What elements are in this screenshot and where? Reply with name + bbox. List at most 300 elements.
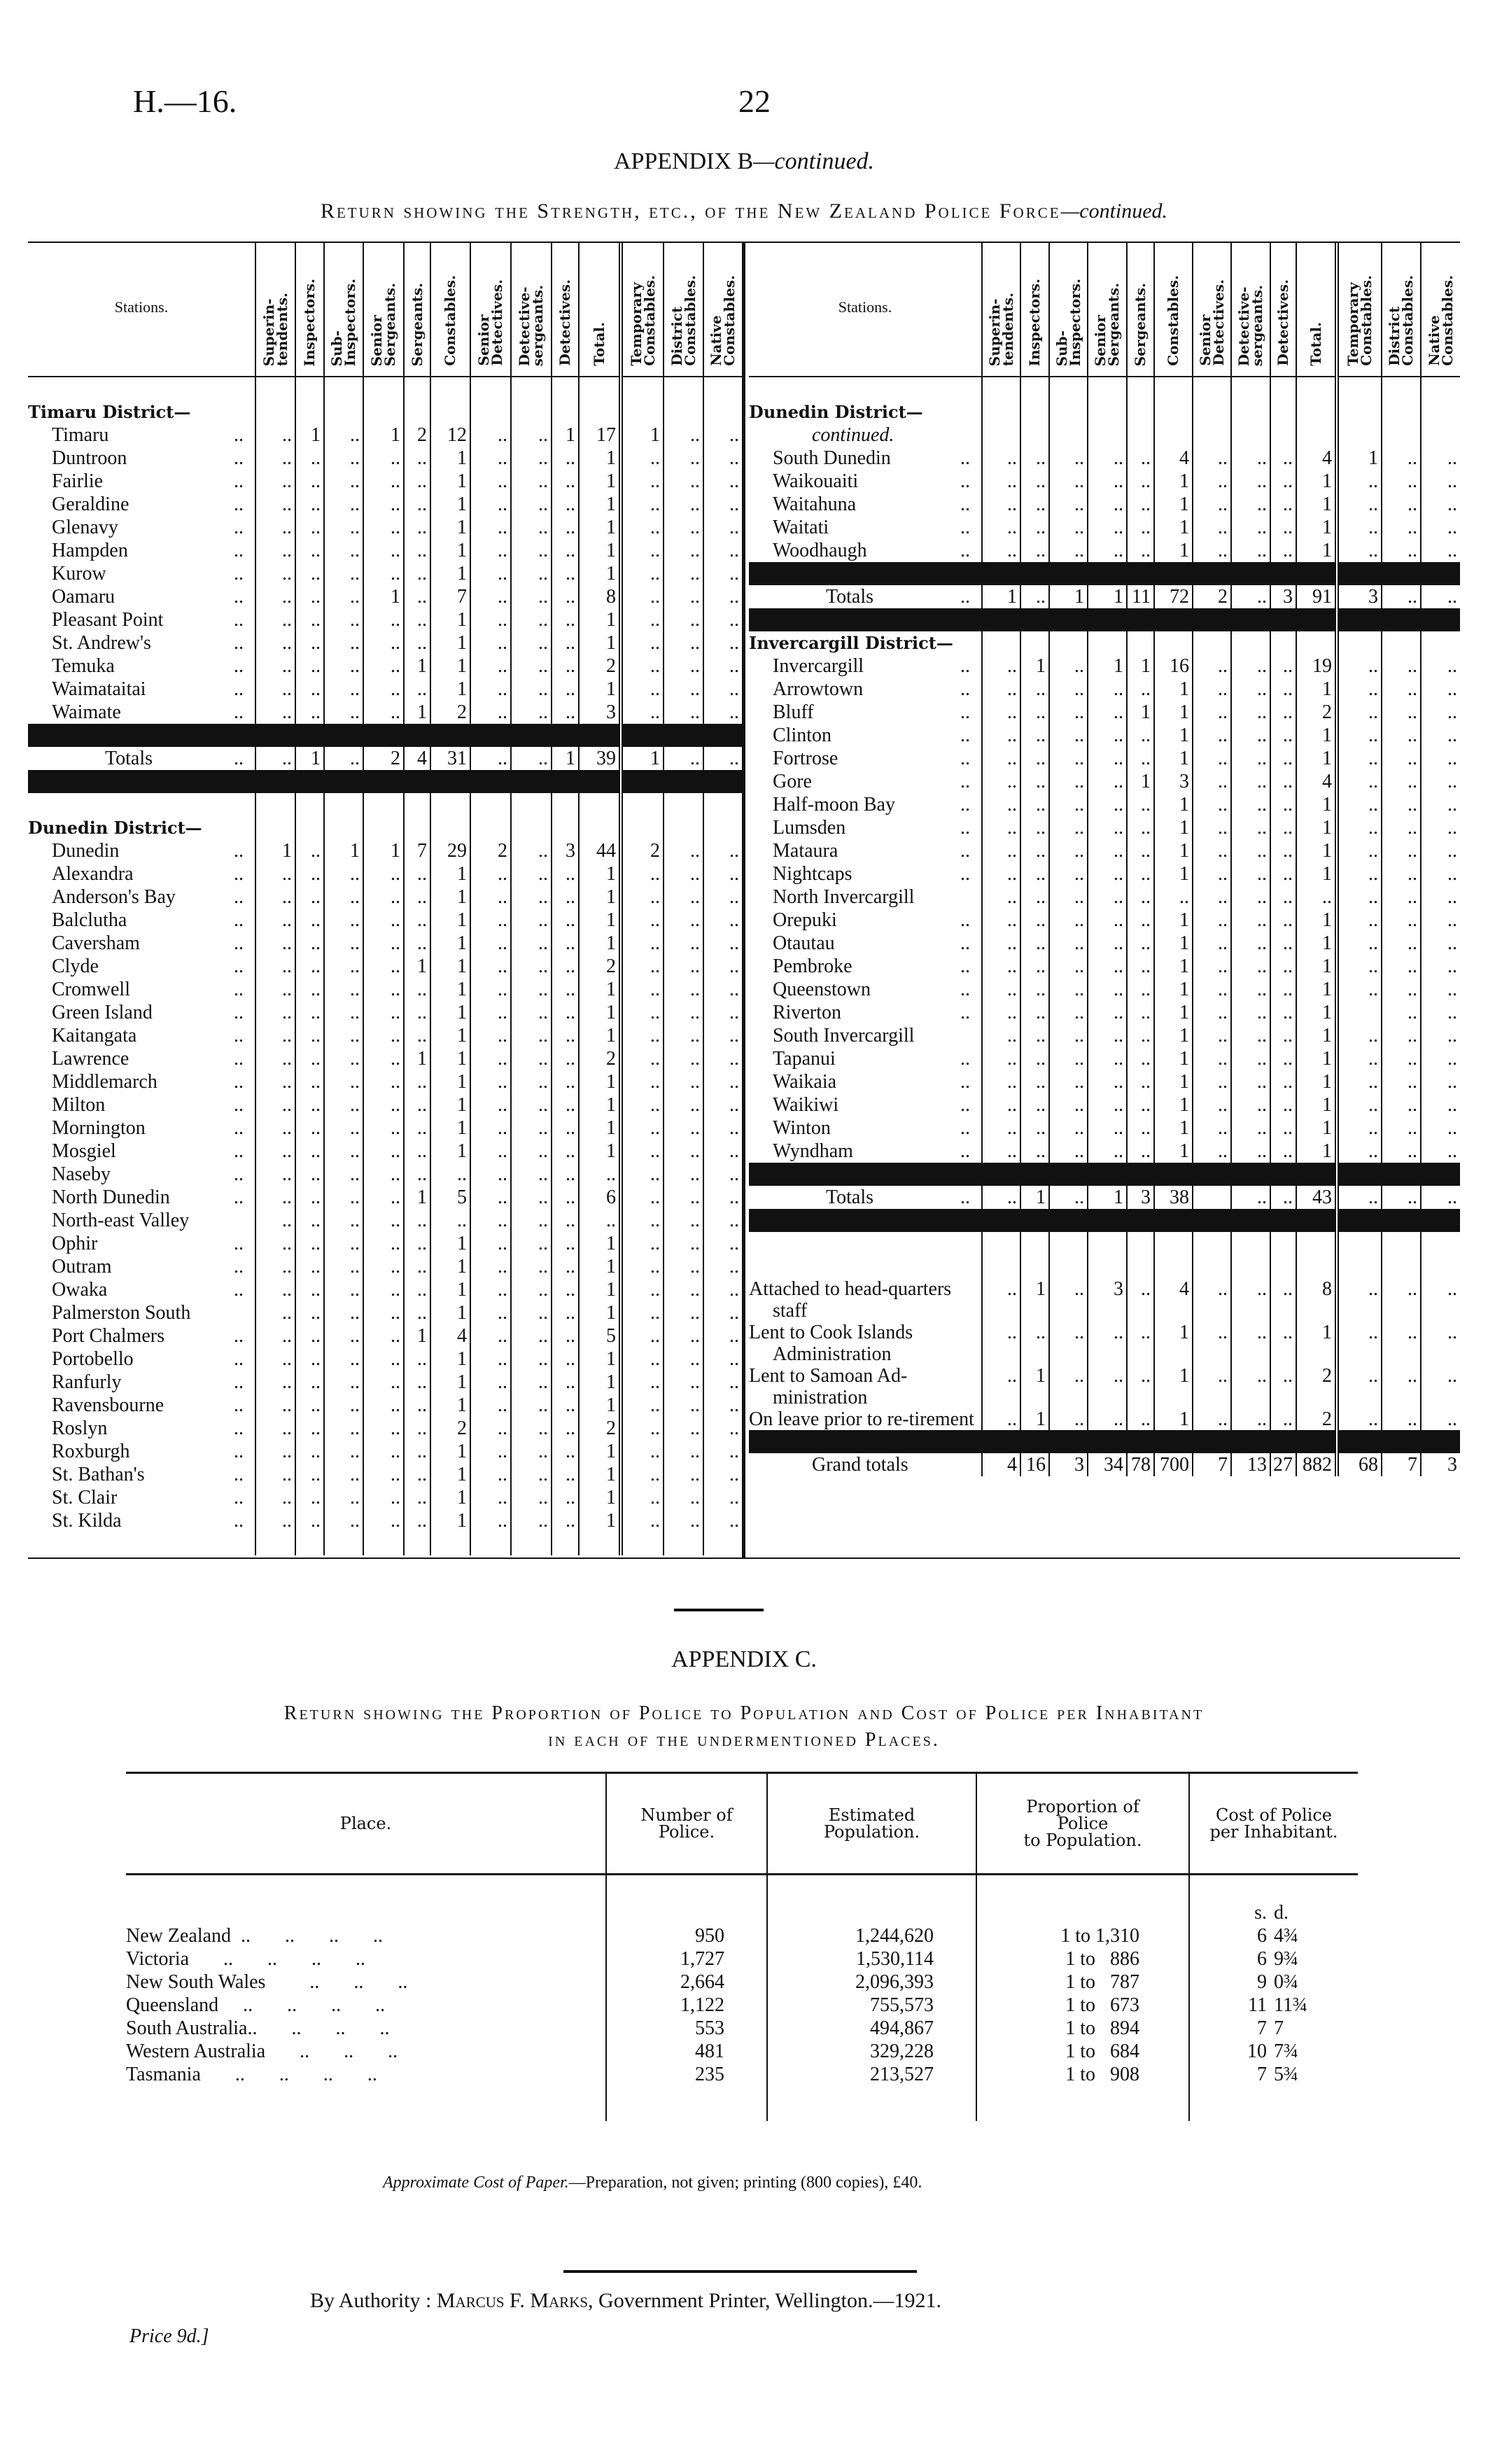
cell-detectives: ..: [552, 886, 579, 909]
station-row: [28, 1047, 742, 1070]
cell-senior-detectives: ..: [470, 1278, 511, 1301]
cell-senior-detectives: ..: [470, 516, 511, 539]
cell-constables: 1: [1154, 1047, 1193, 1070]
cell-detectives: ..: [1270, 886, 1296, 909]
imprint-suffix: , Government Printer, Wellington.—1921.: [588, 2289, 941, 2312]
station-cell: [28, 1417, 255, 1440]
cell-senior-detectives: ..: [1193, 447, 1231, 470]
appendix-c-title-line1: Return showing the Proportion of Police to Population and Cost of Police per Inhabitant: [283, 1702, 1205, 1724]
cell-native-constables: ..: [703, 1186, 742, 1209]
cell-native-constables: ..: [703, 1070, 742, 1093]
cell-detectives: ..: [552, 470, 579, 493]
cell-sub-inspectors: ..: [1049, 1140, 1088, 1163]
cell-inspectors: ..: [295, 1186, 324, 1209]
cell-sergeants: ..: [1127, 978, 1154, 1001]
cell-superintendents: ..: [255, 447, 295, 470]
cell-district-constables: ..: [1382, 678, 1421, 701]
cell-senior-sergeants: ..: [363, 1140, 404, 1163]
cell-sergeants: ..: [404, 932, 430, 955]
cell-senior-detectives: ..: [1193, 516, 1231, 539]
station-cell: [28, 1163, 255, 1186]
cell-constables: 1: [430, 1278, 470, 1301]
cell-native-constables: ..: [703, 1140, 742, 1163]
cell-total: 1: [579, 1140, 621, 1163]
empty-cell: [1088, 400, 1127, 424]
cell-constables: 4: [430, 1324, 470, 1348]
empty-cell: [511, 770, 552, 793]
empty-cell: [1049, 631, 1088, 654]
cell-native-constables: ..: [1421, 770, 1460, 793]
empty-cell: [1193, 608, 1231, 631]
cell-detective-sergeants: ..: [1231, 839, 1270, 862]
cell-total: 1: [579, 1486, 621, 1509]
cell-native-constables: ..: [1421, 1140, 1460, 1163]
cell-sub-inspectors: ..: [324, 562, 363, 585]
cell-total: 1: [579, 1440, 621, 1463]
cell-sergeants: ..: [1127, 793, 1154, 816]
cell-detectives: ..: [552, 1001, 579, 1024]
station-name: Roxburgh: [52, 1441, 130, 1462]
empty-cell: [511, 724, 552, 747]
station-cell: [749, 724, 982, 747]
station-cell: [28, 400, 255, 424]
cell-detectives: ..: [552, 862, 579, 886]
cell-district-constables: ..: [1382, 447, 1421, 470]
empty-cell: [295, 724, 324, 747]
col-inspectors: [1020, 243, 1049, 377]
cell-detectives: ..: [552, 1301, 579, 1324]
cell-detectives: ..: [552, 1070, 579, 1093]
cell-senior-sergeants: ..: [363, 654, 404, 678]
empty-cell: [1088, 424, 1127, 447]
cell-native-constables: ..: [703, 955, 742, 978]
cell-detectives: ..: [1270, 516, 1296, 539]
empty-cell: [1193, 377, 1231, 400]
col-senior-detectives: [470, 243, 511, 377]
cell-total: 2: [579, 1047, 621, 1070]
station-cell: [749, 793, 982, 816]
cell-superintendents: ..: [255, 978, 295, 1001]
station-name: Lawrence: [52, 1048, 129, 1070]
empty-cell: [1088, 1163, 1127, 1186]
station-cell: [28, 1371, 255, 1394]
cost-pence: 11¾: [1274, 1994, 1307, 2016]
cell-senior-sergeants: ..: [1088, 770, 1127, 793]
cell-total: ..: [579, 1163, 621, 1186]
cell-native-constables: ..: [703, 1301, 742, 1324]
cell-constables: 12: [430, 424, 470, 447]
cell-sub-inspectors: ..: [1049, 470, 1088, 493]
col-district-constables: [664, 243, 703, 377]
cell-detective-sergeants: ..: [1231, 770, 1270, 793]
number-of-police: 1,727: [606, 1947, 767, 1970]
cell-inspectors: ..: [1020, 886, 1049, 909]
cell-constables: 1: [1154, 862, 1193, 886]
station-name: Temuka: [52, 655, 115, 677]
cell-total: 1: [579, 447, 621, 470]
cell-constables: 1: [1154, 1408, 1193, 1430]
cell-senior-sergeants: ..: [363, 1348, 404, 1371]
cell-senior-detectives: ..: [1193, 1278, 1231, 1322]
station-name: St. Andrew's: [52, 632, 151, 654]
empty-cell: [552, 724, 579, 747]
empty-cell: [1270, 1430, 1296, 1453]
empty-cell: [363, 400, 404, 424]
empty-cell: [1231, 1209, 1270, 1232]
station-cell: [28, 631, 255, 654]
cell-sub-inspectors: ..: [324, 747, 363, 770]
cell-constables: 1: [430, 1024, 470, 1047]
col-total-label: Total.: [590, 322, 608, 366]
cell-inspectors: 1: [295, 424, 324, 447]
empty-cell: [982, 1255, 1020, 1278]
cell-inspectors: ..: [1020, 839, 1049, 862]
cell-superintendents: ..: [255, 1116, 295, 1140]
cell-sergeants: ..: [404, 1070, 430, 1093]
empty-cell: [255, 400, 295, 424]
cell-temporary-constables: ..: [621, 1440, 664, 1463]
cell-senior-detectives: ..: [470, 1371, 511, 1394]
cell-district-constables: ..: [664, 1417, 703, 1440]
cell-senior-sergeants: ..: [1088, 516, 1127, 539]
cell-senior-sergeants: ..: [1088, 1322, 1127, 1365]
cell-sub-inspectors: ..: [1049, 724, 1088, 747]
cell-detectives: ..: [1270, 701, 1296, 724]
cell-senior-detectives: ..: [470, 678, 511, 701]
cell-inspectors: ..: [1020, 539, 1049, 562]
cell-constables: 1: [430, 1255, 470, 1278]
cell-detectives: ..: [1270, 678, 1296, 701]
cell-constables: 16: [1154, 654, 1193, 678]
station-name: Ravensbourne: [52, 1394, 164, 1416]
cell-senior-detectives: ..: [470, 1186, 511, 1209]
cell-total: 1: [1296, 1140, 1337, 1163]
cell-district-constables: ..: [664, 1463, 703, 1486]
cell-senior-detectives: ..: [1193, 1365, 1231, 1408]
cell-detective-sergeants: ..: [1231, 1093, 1270, 1116]
cell-total: 1: [1296, 1047, 1337, 1070]
cell-sub-inspectors: ..: [324, 1348, 363, 1371]
station-cell: [749, 1408, 982, 1430]
cell-district-constables: ..: [1382, 516, 1421, 539]
cell-detectives: ..: [552, 1417, 579, 1440]
cell-superintendents: ..: [255, 1417, 295, 1440]
station-name: Lent to Samoan Ad-ministration: [749, 1365, 908, 1408]
cell-sergeants: ..: [404, 493, 430, 516]
district-row: [28, 400, 742, 424]
station-name: South Invercargill: [773, 1025, 915, 1046]
station-row: [28, 701, 742, 724]
cell-district-constables: ..: [664, 447, 703, 470]
empty-cell: [324, 793, 363, 816]
cell-total: 8: [1296, 1278, 1337, 1322]
cell-native-constables: ..: [703, 1348, 742, 1371]
station-row: [749, 447, 1460, 470]
cell-temporary-constables: ..: [1337, 654, 1382, 678]
cell-native-constables: ..: [703, 654, 742, 678]
cell-superintendents: ..: [255, 1463, 295, 1486]
cell-detectives: ..: [552, 1486, 579, 1509]
station-name: Mosgiel: [52, 1140, 116, 1162]
station-name: Fairlie: [52, 470, 104, 492]
cell-district-constables: ..: [1382, 1322, 1421, 1365]
cell-detective-sergeants: ..: [1231, 701, 1270, 724]
empty-cell: [1088, 377, 1127, 400]
cell-senior-sergeants: ..: [363, 1209, 404, 1232]
col-detectives-label: Detectives.: [1275, 279, 1291, 366]
cell-sub-inspectors: ..: [324, 585, 363, 608]
cell-senior-detectives: ..: [1193, 678, 1231, 701]
cell-native-constables: ..: [1421, 862, 1460, 886]
cell-native-constables: ..: [1421, 539, 1460, 562]
empty-cell: [404, 400, 430, 424]
empty-cell: [404, 724, 430, 747]
col-constables-label: Constables.: [442, 275, 458, 366]
station-row: [28, 562, 742, 585]
station-name: Timaru District—: [28, 402, 191, 422]
cell-detective-sergeants: ..: [511, 1093, 552, 1116]
unit-pence: d.: [1274, 1902, 1289, 1924]
cell-sub-inspectors: ..: [324, 654, 363, 678]
place: South Australia.. .. .. ..: [126, 2017, 390, 2039]
empty-cell: [1421, 424, 1460, 447]
cell-senior-sergeants: 1: [1088, 585, 1127, 608]
cell-senior-detectives: ..: [470, 562, 511, 585]
cell-native-constables: ..: [703, 747, 742, 770]
station-row: [28, 1348, 742, 1371]
cell-superintendents: ..: [255, 1255, 295, 1278]
col-detectives: [1270, 243, 1296, 377]
proportion: 1 to 673: [976, 1994, 1189, 2017]
cell-constables: ..: [1154, 886, 1193, 909]
station-row: [749, 1365, 1460, 1408]
station-name: Otautau: [773, 932, 835, 954]
cell-total: 1: [579, 608, 621, 631]
cell-sub-inspectors: ..: [1049, 1116, 1088, 1140]
cell-sergeants: ..: [404, 516, 430, 539]
cell-district-constables: ..: [1382, 493, 1421, 516]
col-senior-sergeants-label: Senior Sergeants.: [368, 282, 398, 366]
cell-native-constables: ..: [1421, 1365, 1460, 1408]
cell-total: 1: [1296, 816, 1337, 839]
empty-cell: [1421, 562, 1460, 585]
col-senior-sergeants-label: Senior Sergeants.: [1092, 282, 1122, 366]
cell-native-constables: 3: [1421, 1453, 1460, 1476]
cell-constables: 1: [1154, 1070, 1193, 1093]
cell-district-constables: ..: [664, 839, 703, 862]
cell-native-constables: ..: [703, 608, 742, 631]
cell-detective-sergeants: ..: [511, 1116, 552, 1140]
cell-native-constables: ..: [703, 886, 742, 909]
cell-district-constables: ..: [1382, 1047, 1421, 1070]
col-district-constables: [1382, 243, 1421, 377]
empty-cell: [552, 770, 579, 793]
cell-native-constables: ..: [703, 1417, 742, 1440]
cell-total: 1: [1296, 932, 1337, 955]
cell-inspectors: ..: [295, 1093, 324, 1116]
cell-district-constables: ..: [1382, 978, 1421, 1001]
empty-cell: [1296, 562, 1337, 585]
cell-senior-sergeants: ..: [363, 932, 404, 955]
cell-total: 1: [1296, 862, 1337, 886]
cell-superintendents: ..: [255, 747, 295, 770]
cell-detective-sergeants: ..: [511, 493, 552, 516]
cell-sub-inspectors: ..: [1049, 654, 1088, 678]
empty-cell: [470, 1532, 511, 1555]
cost-pence: 7: [1274, 2017, 1284, 2039]
cell-inspectors: ..: [295, 701, 324, 724]
cell-constables: 1: [430, 1509, 470, 1532]
station-row: [28, 608, 742, 631]
appendix-b-subtitle: [0, 200, 1488, 223]
cell-sergeants: ..: [1127, 955, 1154, 978]
cell-district-constables: ..: [664, 562, 703, 585]
estimated-population: 1,530,114: [767, 1947, 976, 1970]
place: Western Australia .. .. ..: [126, 2040, 398, 2062]
cell-detective-sergeants: ..: [511, 886, 552, 909]
station-name: Oamaru: [52, 586, 115, 608]
empty-cell: [982, 562, 1020, 585]
cell-sergeants: ..: [1127, 1116, 1154, 1140]
cell-sergeants: ..: [404, 1463, 430, 1486]
col-detectives: [552, 243, 579, 377]
empty-cell: [1296, 1255, 1337, 1278]
cell-district-constables: ..: [664, 1371, 703, 1394]
empty-cell: [1088, 1255, 1127, 1278]
station-name: Riverton: [773, 1002, 841, 1023]
cell-detectives: ..: [552, 978, 579, 1001]
cell-senior-detectives: ..: [1193, 909, 1231, 932]
proportion: 1 to 684: [976, 2040, 1189, 2063]
station-row: [28, 1116, 742, 1140]
empty-cell: [1270, 562, 1296, 585]
cell-sub-inspectors: ..: [324, 1209, 363, 1232]
cell-native-constables: ..: [703, 1209, 742, 1232]
empty-cell: [1296, 377, 1337, 400]
cell-superintendents: ..: [982, 1047, 1020, 1070]
cell-sub-inspectors: ..: [324, 516, 363, 539]
cell-constables: 1: [430, 1463, 470, 1486]
empty-cell: [579, 1532, 621, 1555]
station-cell: [28, 1463, 255, 1486]
cell-district-constables: ..: [664, 1209, 703, 1232]
cell-detectives: ..: [1270, 447, 1296, 470]
cell-sergeants: ..: [404, 447, 430, 470]
cell-native-constables: ..: [703, 1371, 742, 1394]
cell-district-constables: ..: [1382, 724, 1421, 747]
empty-cell: [1020, 631, 1049, 654]
estimated-population: 494,867: [767, 2017, 976, 2040]
number-of-police: 1,122: [606, 1994, 767, 2017]
station-cell: [28, 585, 255, 608]
cell-senior-detectives: ..: [470, 608, 511, 631]
cell-total: 1: [1296, 955, 1337, 978]
cell-inspectors: 1: [1020, 1408, 1049, 1430]
cell-native-constables: ..: [1421, 678, 1460, 701]
cell-native-constables: ..: [1421, 955, 1460, 978]
cell-senior-sergeants: ..: [1088, 678, 1127, 701]
cell-inspectors: ..: [295, 1255, 324, 1278]
cell-native-constables: ..: [1421, 1408, 1460, 1430]
station-row: [749, 909, 1460, 932]
cell-senior-detectives: ..: [470, 447, 511, 470]
cell-total: 2: [579, 1417, 621, 1440]
cell-senior-detectives: 2: [1193, 585, 1231, 608]
cell-superintendents: ..: [255, 1486, 295, 1509]
empty-cell: [511, 1532, 552, 1555]
cell-native-constables: ..: [703, 932, 742, 955]
cell-detective-sergeants: ..: [511, 562, 552, 585]
station-name: continued.: [812, 424, 894, 446]
col-detective-sergeants-label: Detective- sergeants.: [1235, 284, 1265, 366]
empty-cell: [255, 770, 295, 793]
cell-superintendents: ..: [255, 1394, 295, 1417]
cell-sub-inspectors: ..: [324, 1278, 363, 1301]
cell-sergeants: ..: [1127, 816, 1154, 839]
cell-inspectors: ..: [295, 1140, 324, 1163]
empty-cell: [1193, 1430, 1231, 1453]
cell-senior-detectives: ..: [470, 424, 511, 447]
cell-senior-detectives: ..: [470, 1209, 511, 1232]
empty-cell: [511, 793, 552, 816]
cell-district-constables: ..: [664, 1186, 703, 1209]
empty-cell: [703, 770, 742, 793]
cell-detective-sergeants: ..: [511, 1463, 552, 1486]
cell-senior-detectives: ..: [470, 585, 511, 608]
cell-detective-sergeants: ..: [511, 839, 552, 862]
cell-constables: 1: [430, 978, 470, 1001]
cell-sergeants: ..: [404, 1001, 430, 1024]
cell-total: 1: [579, 1509, 621, 1532]
empty-cell: [1088, 562, 1127, 585]
col-sub-inspectors: [324, 243, 363, 377]
empty-cell: [1127, 562, 1154, 585]
cell-detectives: ..: [1270, 862, 1296, 886]
cell-detectives: ..: [552, 608, 579, 631]
cell-detectives: ..: [552, 1116, 579, 1140]
cell-total: 1: [579, 1001, 621, 1024]
cell-superintendents: ..: [982, 932, 1020, 955]
station-name: Cromwell: [52, 979, 130, 1000]
cell-detectives: ..: [552, 1463, 579, 1486]
cell-detectives: ..: [1270, 1408, 1296, 1430]
station-name: Invercargill: [773, 655, 864, 677]
cell-sub-inspectors: ..: [324, 1047, 363, 1070]
station-name: Gore: [773, 771, 812, 792]
cell-total: 1: [579, 1116, 621, 1140]
cell-sergeants: ..: [1127, 1278, 1154, 1322]
printer-imprint: [310, 2289, 941, 2313]
station-cell: [749, 1186, 982, 1209]
col-detective-sergeants: [1231, 243, 1270, 377]
cell-detectives: ..: [1270, 955, 1296, 978]
station-row: [28, 1024, 742, 1047]
cell-total: 1: [579, 562, 621, 585]
cell-sub-inspectors: ..: [324, 1301, 363, 1324]
cell-detective-sergeants: ..: [511, 516, 552, 539]
empty-cell: [1337, 1255, 1382, 1278]
empty-cell: [324, 400, 363, 424]
cell-sub-inspectors: ..: [324, 1440, 363, 1463]
col-senior-detectives-label: Senior Detectives.: [1196, 279, 1227, 366]
station-name: Woodhaugh: [773, 540, 867, 561]
cell-inspectors: ..: [295, 678, 324, 701]
cell-detective-sergeants: ..: [511, 1301, 552, 1324]
proportion: 1 to 908: [976, 2063, 1189, 2086]
station-name: Dunedin District—: [28, 818, 202, 838]
empty-cell: [703, 400, 742, 424]
station-row: [28, 886, 742, 909]
